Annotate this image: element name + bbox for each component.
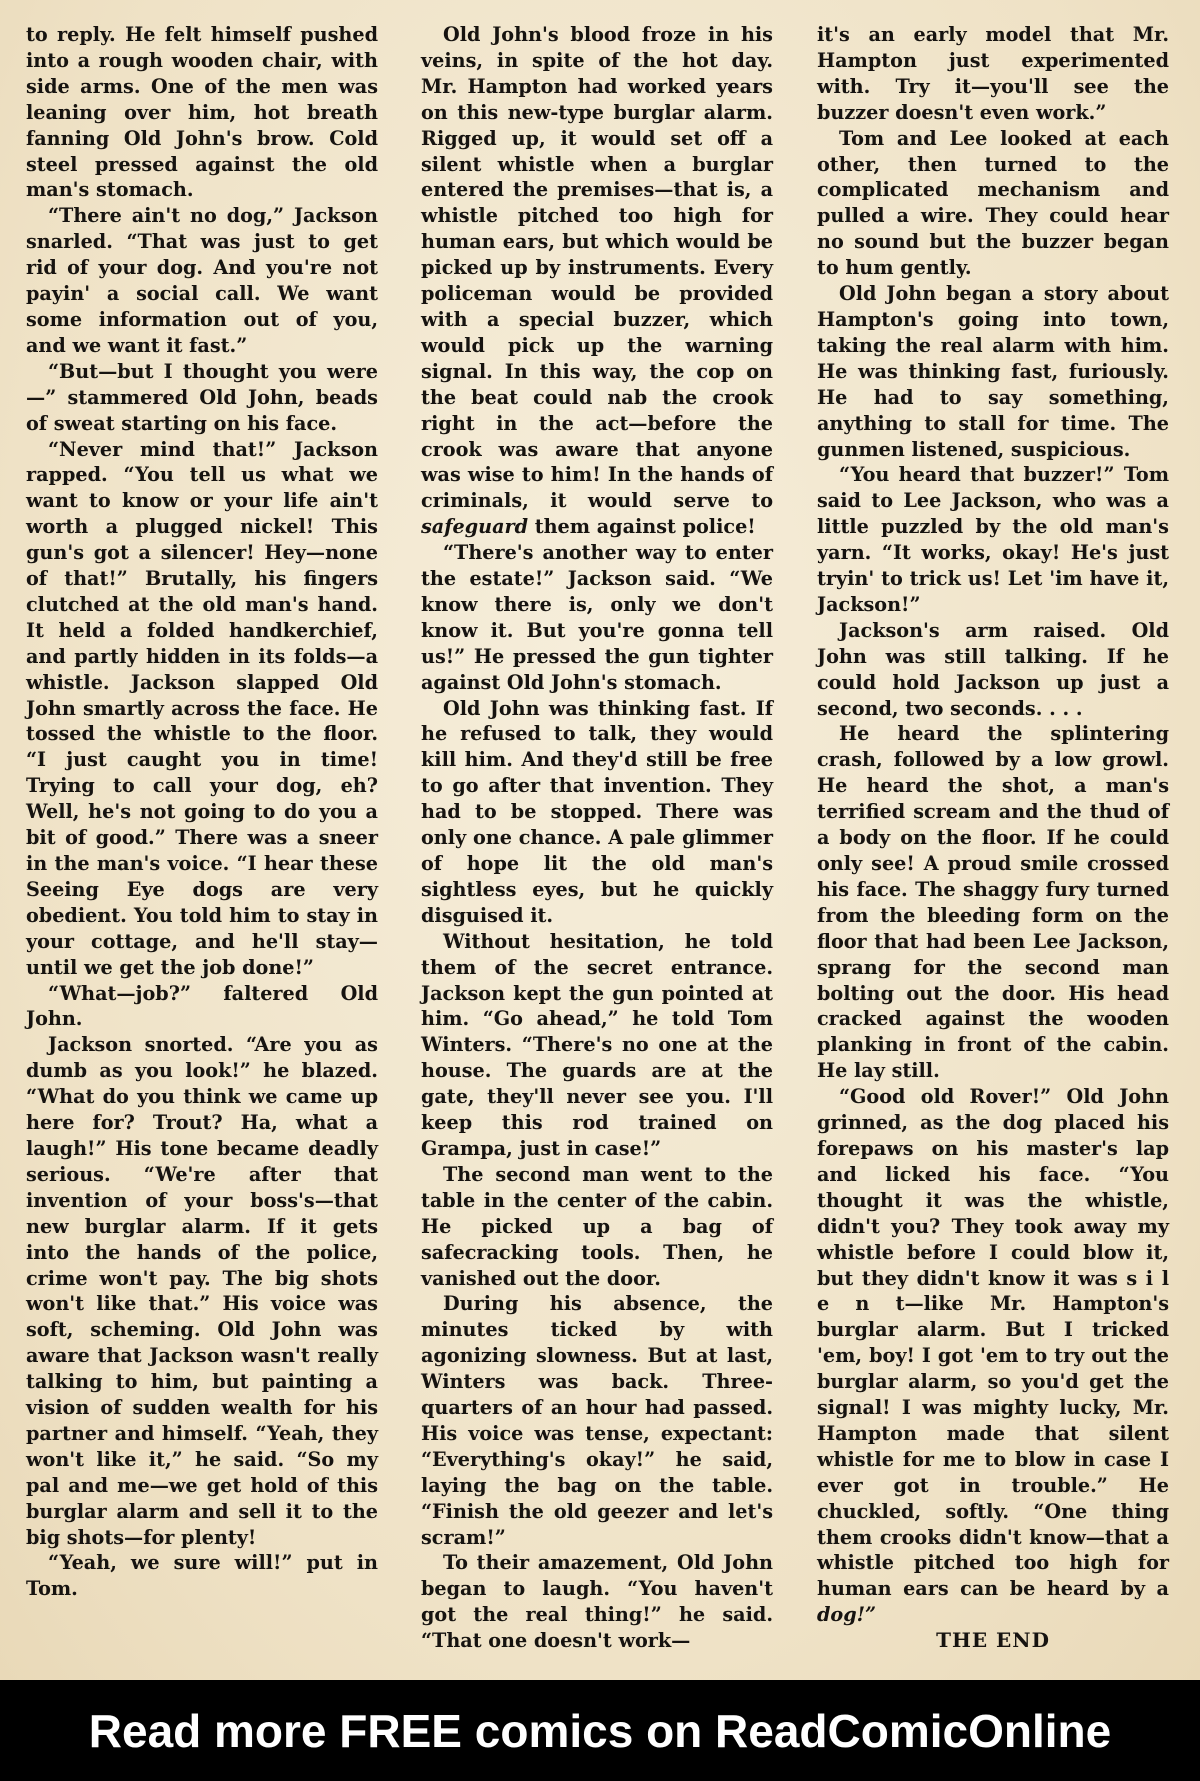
story-column-3 [817,22,1169,1654]
story-paragraph: “There ain't no dog,” Jackson snarled. “That was just to get rid of your dog. And you're not payin' a social call. We want some information out of you, and we want it fast.” [26,204,378,357]
story-paragraph: “Yeah, we sure will!” put in Tom. [26,1551,378,1601]
banner-text[interactable]: Read more FREE comics on ReadComicOnline [88,1704,1112,1757]
story-text: “Good old Rover!” Old John grinned, as the dog placed his forepaws on his master's lap and licked his face. “You thought it was the whistle, didn't you? They took away my whistle before I could blow it, but they didn't know it was s i l e n t—like Mr. Hampton's burglar alarm. But I tricked 'em, boy! I got 'em to try out the burglar alarm, so you'd get the signal! I was mighty lucky, Mr. Hampton made that silent whistle for me to blow in case I ever got in trouble.” He chuckled, softly. “One thing them crooks didn't know—that a whistle pitched too high for human ears can be heard by a [817,1085,1169,1601]
story-paragraph: “What—job?” faltered Old John. [26,981,378,1031]
story-paragraph [817,1084,1169,1628]
story-paragraph: Old John began a story about Hampton's going into town, taking the real alarm with him. He was thinking fast, furiously. He had to say something, anything to stall for time. The gunmen listened, suspicious. [817,282,1169,461]
story-paragraph [421,22,773,540]
story-text: them against police! [534,515,756,539]
story-paragraph: He heard the splintering crash, followed by a low growl. He heard the shot, a man's terrified scream and the thud of a body on the floor. If he could only see! A proud smile crossed his face. The shaggy fury turned from the bleeding form on the floor that had been Lee Jackson, sprang for the second man bolting out the door. His head cracked against the wooden planking in front of the cabin. He lay still. [817,722,1169,1083]
story-paragraph: “Never mind that!” Jackson rapped. “You tell us what we want to know or your life ain't worth a plugged nickel! This gun's got a silencer! Hey—none of that!” Brutally, his fingers clutched at the old man's hand. It held a folded handkerchief, and partly hidden in its folds—a whistle. Jackson slapped Old John smartly across the face. He tossed the whistle to the floor. “I just caught you in time! Trying to call your dog, eh? Well, he's not going to do you a bit of good.” There was a sneer in the man's voice. “I hear these Seeing Eye dogs are very obedient. You told him to stay in your cottage, and he'll stay—until we get the job done!” [26,437,378,979]
emphasized-word: dog!” [817,1603,877,1627]
story-paragraph: During his absence, the minutes ticked by with agonizing slowness. But at last, Winters was back. Three-quarters of an hour had passed. His voice was tense, expectant: “Everything's okay!” he said, laying the bag on the table. “Finish the old geezer and let's scram!” [421,1292,773,1549]
story-paragraph: To their amazement, Old John began to laugh. “You haven't got the real thing!” he said. “That one doesn't work— [421,1551,773,1653]
story-paragraph: The second man went to the table in the center of the cabin. He picked up a bag of safecracking tools. Then, he vanished out the door. [421,1162,773,1290]
story-paragraph: Tom and Lee looked at each other, then turned to the complicated mechanism and pulled a wire. They could hear no sound but the buzzer began to hum gently. [817,126,1169,280]
the-end-label: THE END [936,1628,1050,1653]
emphasized-word: safeguard [421,515,529,539]
story-paragraph: to reply. He felt himself pushed into a rough wooden chair, with side arms. One of the men was leaning over him, hot breath fanning Old John's brow. Cold steel pressed against the old man's stomach. [26,23,378,202]
read-more-banner[interactable] [0,1680,1200,1781]
story-text: Old John's blood froze in his veins, in spite of the hot day. Mr. Hampton had worked years on this new-type burglar alarm. Rigged up, it would set off a silent whistle when a burglar entered the premises—that is, a whistle pitched too high for human ears, but which would be picked up by instruments. Every policeman would be provided with a special buzzer, which would pick up the warning signal. In this way, the cop on the beat could nab the crook right in the act—before the crook was aware that anyone was wise to him! In the hands of criminals, it would serve to [421,23,773,513]
story-paragraph: Without hesitation, he told them of the secret entrance. Jackson kept the gun pointed at him. “Go ahead,” he told Tom Winters. “There's no one at the house. The guards are at the gate, they'll never see you. I'll keep this rod trained on Grampa, just in case!” [421,929,773,1160]
story-paragraph: “But—but I thought you were—” stammered Old John, beads of sweat starting on his face. [26,359,378,435]
story-paragraph: Old John was thinking fast. If he refused to talk, they would kill him. And they'd still be free to go after that invention. They had to be stopped. There was only one chance. A pale glimmer of hope lit the old man's sightless eyes, but he quickly disguised it. [421,696,773,927]
story-paragraph: Jackson's arm raised. Old John was still talking. If he could hold Jackson up just a second, two seconds. . . . [817,618,1169,720]
story-column-1 [26,22,378,1602]
story-column-2 [421,22,773,1654]
story-paragraph: it's an early model that Mr. Hampton just experimented with. Try it—you'll see the buzzer doesn't even work.” [817,23,1169,124]
story-paragraph: Jackson snorted. “Are you as dumb as you look!” he blazed. “What do you think we came up here for? Trout? Ha, what a laugh!” His tone became deadly serious. “We're after that invention of your boss's—that new burglar alarm. If it gets into the hands of the police, crime won't pay. The big shots won't like that.” His voice was soft, scheming. Old John was aware that Jackson wasn't really talking to him, but painting a vision of sudden wealth for his partner and himself. “Yeah, they won't like it,” he said. “So my pal and me—we get hold of this burglar alarm and sell it to the big shots—for plenty! [26,1033,378,1549]
story-paragraph: “You heard that buzzer!” Tom said to Lee Jackson, who was a little puzzled by the old man's yarn. “It works, okay! He's just tryin' to trick us! Let 'im have it, Jackson!” [817,463,1169,616]
story-paragraph: “There's another way to enter the estate!” Jackson said. “We know there is, only we don't know it. But you're gonna tell us!” He pressed the gun tighter against Old John's stomach. [421,541,773,694]
